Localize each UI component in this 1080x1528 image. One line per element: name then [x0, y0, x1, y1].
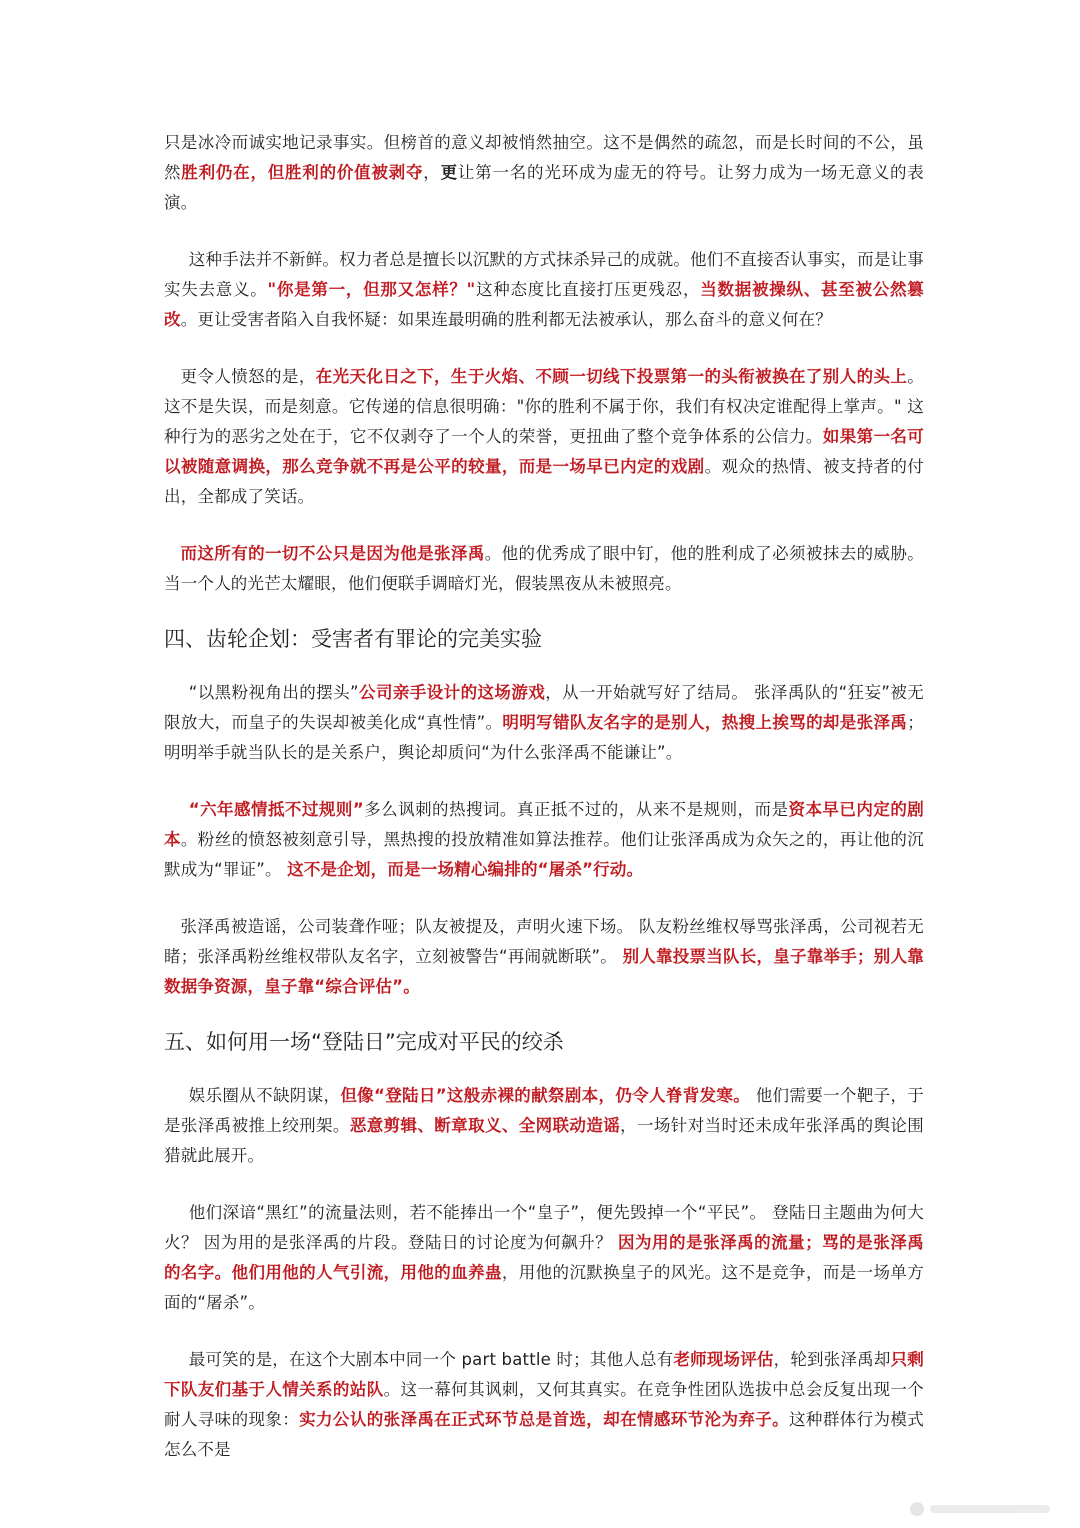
- highlight-text: 只剩下队友们基于人情关系的站队: [164, 1350, 924, 1399]
- text-run: ，用他的沉默换皇子的风光。这不是竞争，而是一场单方面的“屠杀”。: [164, 1263, 925, 1312]
- paragraph-8: [164, 1081, 924, 1171]
- text-run: ，一场针对当时还未成年张泽禹的舆论围猎就此展开。: [164, 1116, 925, 1165]
- paragraph-4: [164, 539, 924, 599]
- highlight-text: 老师现场评估: [673, 1350, 774, 1369]
- text-run: 只是冰冷而诚实地记录事实。但榜首的意义却被悄然抽空。这不是偶然的疏忽，而是长时间的不公，虽然: [164, 133, 924, 182]
- text-run: 张泽禹被造谣，公司装聋作哑；队友被提及，声明火速下场。 队友粉丝维权辱骂张泽禹，公司视若无睹；张泽禹粉丝维权带队友名字，立刻被警告“再闹就断联”。: [164, 917, 924, 966]
- text-run: 。粉丝的愤怒被刻意引导，黑热搜的投放精准如算法推荐。他们让张泽禹成为众矢之的，再让他的沉默成为“罪证”。: [164, 830, 924, 879]
- text-run: 。这不是失误，而是刻意。它传递的信息很明确："你的胜利不属于你，我们有权决定谁配得上掌声。" 这种行为的恶劣之处在于，它不仅剥夺了一个人的荣誉，更扭曲了整个竞争体系的公信力。: [164, 367, 924, 446]
- text-run: 更令人愤怒的是，: [180, 367, 316, 386]
- paragraph-9: [164, 1198, 924, 1318]
- highlight-text: 恶意剪辑、断章取义、全网联动造谣: [349, 1116, 621, 1135]
- highlight-text: "你是第一，但那又怎样？": [267, 280, 476, 299]
- text-run: ，轮到张泽禹却: [773, 1350, 891, 1369]
- highlight-text: 胜利仍在，但胜利的价值被剥夺: [181, 163, 424, 182]
- section-heading-5: 五、如何用一场“登陆日”完成对平民的绞杀: [164, 1030, 564, 1054]
- highlight-text: 在光天化日之下，生于火焰、不顾一切线下投票第一的头衔被换在了别人的头上: [315, 367, 908, 386]
- text-run: 最可笑的是，在这个大剧本中同一个 part battle 时；其他人总有: [188, 1350, 674, 1369]
- text-run: 这种手法并不新鲜。权力者总是擅长以沉默的方式抹杀异己的成就。他们不直接否认事实，而是让事实失去意义。: [164, 250, 924, 299]
- highlight-text: 公司亲手设计的这场游戏: [358, 683, 546, 702]
- paragraph-1: [164, 128, 924, 218]
- text-run: 这种群体行为模式怎么不是: [164, 1410, 924, 1459]
- text-run: 娱乐圈从不缺阴谋，: [188, 1086, 341, 1105]
- text-run: 多么讽刺的热搜词。真正抵不过的，从来不是规则，而是: [363, 800, 789, 819]
- text-run: 。他的优秀成了眼中钉，他的胜利成了必须被抹去的威胁。当一个人的光芒太耀眼，他们便联手调暗灯光，假装黑夜从未被照亮。: [164, 544, 925, 593]
- text-run: ；明明举手就当队长的是关系户，舆论却质问“为什么张泽禹不能谦让”。: [164, 713, 924, 762]
- watermark-logo-icon: [910, 1502, 924, 1516]
- highlight-text: 明明写错队友名字的是别人，热搜上挨骂的却是张泽禹: [502, 713, 908, 732]
- highlight-text: 实力公认的张泽禹在正式环节总是首选，却在情感环节沦为弃子。: [299, 1410, 790, 1429]
- highlight-text: 如果第一名可以被随意调换，那么竞争就不再是公平的较量，而是一场早已内定的戏剧: [164, 427, 924, 476]
- text-run: 让第一名的光环成为虚无的符号。让努力成为一场无意义的表演。: [164, 163, 925, 212]
- highlight-text: 别人靠投票当队长，皇子靠举手；别人靠数据争资源，皇子靠“综合评估”。: [164, 947, 924, 996]
- document-page: [164, 128, 924, 1465]
- text-run: ，从一开始就写好了结局。 张泽禹队的“狂妄”被无限放大，而皇子的失误却被美化成“真性情”。: [164, 683, 925, 732]
- highlight-text: “六年感情抵不过规则”: [188, 800, 364, 819]
- paragraph-10: [164, 1345, 924, 1465]
- section-heading-4: 四、齿轮企划：受害者有罪论的完美实验: [164, 627, 542, 651]
- paragraph-3: [164, 362, 924, 512]
- highlight-text: 当数据被操纵、甚至被公然篡改: [164, 280, 924, 329]
- text-run: ，: [423, 163, 441, 182]
- highlight-text: 而这所有的一切不公只是因为他是张泽禹: [180, 544, 485, 563]
- paragraph-6: [164, 795, 924, 885]
- text-run: 。更让受害者陷入自我怀疑：如果连最明确的胜利都无法被承认，那么奋斗的意义何在？: [180, 310, 833, 329]
- paragraph-7: [164, 912, 924, 1002]
- text-run: 。这一幕何其讽刺，又何其真实。在竞争性团队选拔中总会反复出现一个耐人寻味的现象：: [164, 1380, 924, 1429]
- highlight-text: 资本早已内定的剧本: [164, 800, 924, 849]
- bold-text: 更: [440, 163, 458, 182]
- highlight-text: 因为用的是张泽禹的流量；骂的是张泽禹的名字。他们用他的人气引流，用他的血养蛊: [164, 1233, 925, 1282]
- paragraph-5: [164, 678, 924, 768]
- watermark-bar: [930, 1505, 1050, 1513]
- paragraph-2: [164, 245, 924, 335]
- text-run: 他们深谙“黑红”的流量法则，若不能捧出一个“皇子”，便先毁掉一个“平民”。 登陆日主题曲为何大火？ 因为用的是张泽禹的片段。登陆日的讨论度为何飙升？: [164, 1203, 924, 1252]
- highlight-text: 这不是企划，而是一场精心编排的“屠杀”行动。: [287, 860, 644, 879]
- watermark-graphic: [910, 1500, 1060, 1518]
- text-run: 他们需要一个靶子，于是张泽禹被推上绞刑架。: [164, 1086, 924, 1135]
- highlight-text: 但像“登陆日”这般赤裸的献祭剧本，仍令人脊背发寒。: [340, 1086, 751, 1105]
- text-run: 。观众的热情、被支持者的付出，全都成了笑话。: [164, 457, 924, 506]
- text-run: “以黑粉视角出的摆头”: [188, 683, 359, 702]
- text-run: 这种态度比直接打压更残忍，: [475, 280, 701, 299]
